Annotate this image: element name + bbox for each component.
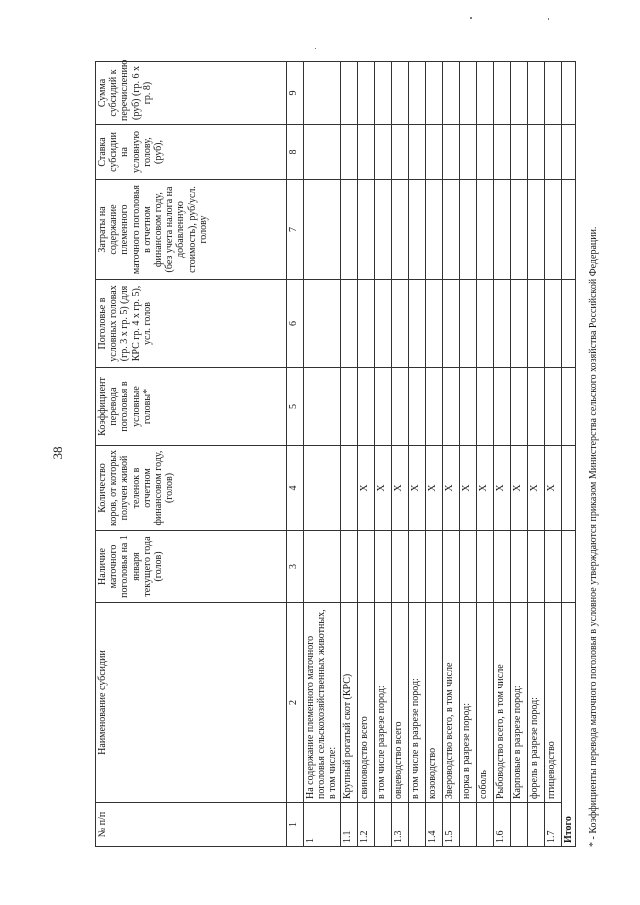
header-cell: № п/п (96, 803, 287, 847)
table-cell (476, 531, 493, 603)
header-cell: Поголовье в условных головах (гр. 3 х гр. 5) (для КРС гр. 4 х гр. 5), усл. голов (96, 280, 287, 368)
column-number: 6 (287, 280, 304, 368)
column-number: 8 (287, 125, 304, 180)
table-cell (425, 368, 442, 446)
row-number: 1.5 (442, 803, 459, 847)
table-cell (544, 368, 561, 446)
table-cell (357, 280, 374, 368)
row-number: 1.4 (425, 803, 442, 847)
table-cell (476, 125, 493, 180)
table-cell (527, 531, 544, 603)
table-row (408, 62, 425, 847)
table-cell (357, 62, 374, 125)
table-cell (476, 368, 493, 446)
subsidy-name: в том числе разрезе пород: (374, 603, 391, 803)
table-cell (561, 368, 575, 446)
table-cell (374, 280, 391, 368)
table-cell (408, 62, 425, 125)
table-cell (340, 531, 357, 603)
table-cell (391, 531, 408, 603)
table-cell (493, 125, 510, 180)
column-number: 7 (287, 180, 304, 280)
total-row (561, 62, 575, 847)
table-cell (374, 368, 391, 446)
header-cell: Наличие маточного поголовья на 1 января текущего года (голов) (96, 531, 287, 603)
subsidy-name: На содержание племенного маточного поголовья сельскохозяйственных животных, в том числе: (304, 603, 341, 803)
table-cell (476, 280, 493, 368)
table-row (340, 62, 357, 847)
table-cell (374, 125, 391, 180)
table-cell (561, 531, 575, 603)
x-mark: X (357, 446, 374, 531)
table-cell (425, 531, 442, 603)
table-cell (527, 180, 544, 280)
table-cell (476, 180, 493, 280)
page-number: 38 (50, 446, 65, 460)
table-cell (510, 280, 527, 368)
row-number (476, 803, 493, 847)
header-cell: Сумма субсидий к перечислению (руб) (гр. 6 х гр. 8) (96, 62, 287, 125)
table-cell (527, 125, 544, 180)
table-cell (442, 368, 459, 446)
table-cell (391, 180, 408, 280)
table-cell (493, 280, 510, 368)
table-cell (340, 368, 357, 446)
scan-speck (470, 17, 472, 19)
subsidy-name: свиноводство всего (357, 603, 374, 803)
table-cell (340, 280, 357, 368)
footnote: * - Коэффициенты перевода маточного поголовья в условное утверждаются приказом Министерства сельского хозяйства Российской Федерации. (588, 226, 599, 847)
table-row (442, 62, 459, 847)
table-cell (408, 280, 425, 368)
table-cell (510, 62, 527, 125)
table-cell (425, 125, 442, 180)
scan-speck (548, 18, 549, 20)
table-row (374, 62, 391, 847)
subsidy-name: козоводство (425, 603, 442, 803)
header-cell: Наименование субсидии (96, 603, 287, 803)
table-cell (527, 62, 544, 125)
table-cell (408, 125, 425, 180)
table-cell (391, 62, 408, 125)
table-cell (391, 368, 408, 446)
row-number (374, 803, 391, 847)
table-cell (476, 62, 493, 125)
table-cell (425, 180, 442, 280)
table-cell (304, 125, 341, 180)
table-row (357, 62, 374, 847)
row-number (408, 803, 425, 847)
table-cell (459, 531, 476, 603)
table-cell (340, 125, 357, 180)
table-cell (544, 62, 561, 125)
column-number-row (287, 62, 304, 847)
x-mark (304, 446, 341, 531)
subsidy-table (95, 61, 576, 847)
subsidy-name: в том числе в разрезе пород: (408, 603, 425, 803)
subsidy-name: овцеводство всего (391, 603, 408, 803)
table-cell (459, 125, 476, 180)
table-row (391, 62, 408, 847)
table-cell (493, 62, 510, 125)
x-mark: X (493, 446, 510, 531)
table-cell (425, 62, 442, 125)
subsidy-name: Крупный рогатый скот (КРС) (340, 603, 357, 803)
table-cell (442, 125, 459, 180)
column-number: 5 (287, 368, 304, 446)
table-cell (561, 446, 575, 531)
table-row (476, 62, 493, 847)
table-cell (493, 368, 510, 446)
x-mark: X (374, 446, 391, 531)
table-cell (425, 280, 442, 368)
table-cell (442, 62, 459, 125)
table-cell (459, 62, 476, 125)
scan-speck (315, 48, 316, 49)
table-cell (561, 280, 575, 368)
table-row (510, 62, 527, 847)
table-cell (304, 62, 341, 125)
table-cell (459, 368, 476, 446)
table-cell (408, 531, 425, 603)
header-cell: Ставка субсидии на условную голову, (руб), (96, 125, 287, 180)
table-row (544, 62, 561, 847)
table-cell (527, 280, 544, 368)
subsidy-name: Карповые в разрезе пород: (510, 603, 527, 803)
row-number: 1.2 (357, 803, 374, 847)
table-cell (527, 368, 544, 446)
table-cell (510, 125, 527, 180)
x-mark: X (425, 446, 442, 531)
table-row (527, 62, 544, 847)
table-cell (357, 531, 374, 603)
table-cell (459, 280, 476, 368)
x-mark: X (527, 446, 544, 531)
table-cell (544, 125, 561, 180)
subsidy-name: Рыбоводство всего, в том числе (493, 603, 510, 803)
table-cell (510, 531, 527, 603)
table-cell (357, 125, 374, 180)
x-mark: X (544, 446, 561, 531)
table-cell (304, 180, 341, 280)
column-number: 1 (287, 803, 304, 847)
table-cell (374, 180, 391, 280)
header-cell: Затраты на содержание племенного маточного поголовья в отчетном финансовом году, (без учета налога на добавленную стоимость), руб/усл. голову (96, 180, 287, 280)
table-cell (510, 180, 527, 280)
table-cell (391, 280, 408, 368)
x-mark: X (459, 446, 476, 531)
row-number (527, 803, 544, 847)
table-row (459, 62, 476, 847)
subsidy-name: птицеводство (544, 603, 561, 803)
table-cell (374, 62, 391, 125)
column-number: 2 (287, 603, 304, 803)
table-cell (493, 180, 510, 280)
rotated-document (95, 59, 599, 847)
row-number (459, 803, 476, 847)
header-cell: Количество коров, от которых получен живой теленок в отчетном финансовом году, (голов) (96, 446, 287, 531)
table-cell (357, 180, 374, 280)
column-number: 9 (287, 62, 304, 125)
subsidy-name: Звероводство всего, в том числе (442, 603, 459, 803)
x-mark: X (391, 446, 408, 531)
table-cell (442, 531, 459, 603)
row-number: 1.3 (391, 803, 408, 847)
total-label: Итого (561, 603, 575, 847)
table-cell (561, 180, 575, 280)
column-number: 4 (287, 446, 304, 531)
table-cell (304, 280, 341, 368)
header-cell: Коэффициент перевода поголовья в условные головы* (96, 368, 287, 446)
table-cell (510, 368, 527, 446)
row-number (510, 803, 527, 847)
x-mark: X (442, 446, 459, 531)
table-cell (391, 125, 408, 180)
subsidy-name: норка в разрезе пород: (459, 603, 476, 803)
table-cell (442, 280, 459, 368)
x-mark: X (476, 446, 493, 531)
row-number: 1 (304, 803, 341, 847)
table-cell (357, 368, 374, 446)
table-cell (442, 180, 459, 280)
table-cell (374, 531, 391, 603)
header-row (96, 62, 287, 847)
table-cell (340, 62, 357, 125)
table-row (304, 62, 341, 847)
table-cell (408, 368, 425, 446)
table-cell (544, 280, 561, 368)
x-mark: X (510, 446, 527, 531)
table-row (425, 62, 442, 847)
column-number: 3 (287, 531, 304, 603)
row-number: 1.7 (544, 803, 561, 847)
subsidy-name: форель в разрезе пород: (527, 603, 544, 803)
row-number: 1.6 (493, 803, 510, 847)
subsidy-name: соболь (476, 603, 493, 803)
x-mark (340, 446, 357, 531)
table-cell (459, 180, 476, 280)
table-cell (408, 180, 425, 280)
table-cell (340, 180, 357, 280)
row-number: 1.1 (340, 803, 357, 847)
table-cell (561, 62, 575, 125)
table-cell (561, 125, 575, 180)
table-row (493, 62, 510, 847)
table-body (304, 62, 562, 847)
table-cell (304, 531, 341, 603)
table-cell (304, 368, 341, 446)
table-cell (493, 531, 510, 603)
table-cell (544, 180, 561, 280)
x-mark: X (408, 446, 425, 531)
table-cell (544, 531, 561, 603)
